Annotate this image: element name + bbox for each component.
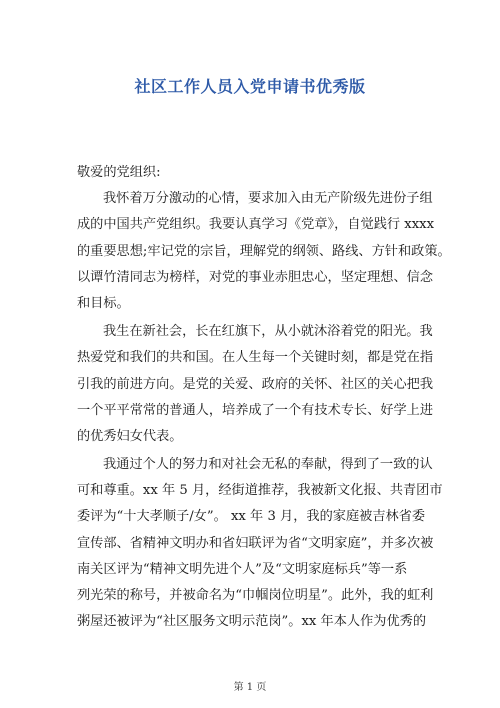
paragraph-line: 我生在新社会，长在红旗下，从小就沐浴着党的阳光。我	[103, 324, 433, 340]
paragraph-line: 我通过个人的努力和对社会无私的奉献，得到了一致的认	[103, 457, 433, 473]
paragraph-line: 宣传部、省精神文明办和省妇联评为省“文明家庭”，并多次被	[77, 535, 434, 551]
paragraph-line: 可和尊重。xx 年 5 月，经街道推荐，我被新文化报、共青团市	[77, 483, 443, 499]
paragraph-line: 粥屋还被评为“社区服务文明示范岗”。xx 年本人作为优秀的	[77, 614, 427, 630]
paragraph-line: 和目标。	[77, 295, 130, 311]
paragraph-line: 一个平平常常的普通人，培养成了一个有技术专长、好学上进	[77, 402, 434, 418]
paragraph-line: 的优秀妇女代表。	[77, 428, 183, 444]
paragraph-line: 以谭竹清同志为榜样，对党的事业赤胆忠心，坚定理想、信念	[77, 269, 434, 285]
paragraph-line: 列光荣的称号，并被命名为“巾帼岗位明星”。此外，我的虹利	[77, 588, 434, 603]
paragraph-3	[77, 452, 443, 635]
page-number: 第 1 页	[233, 682, 267, 693]
paragraph-line: 委评为“十大孝顺子/女”。 xx 年 3 月，我的家庭被吉林省委	[77, 509, 426, 525]
paragraph-line: 成的中国共产党组织。我要认真学习《党章》，自觉践行 xxxx	[77, 217, 435, 233]
paragraph-line: 的重要思想;牢记党的宗旨，理解党的纲领、路线、方针和政策。	[77, 243, 451, 259]
document-title: 社区工作人员入党申请书优秀版	[134, 77, 366, 96]
paragraph-line: 我怀着万分激动的心情，要求加入由无产阶级先进份子组	[103, 191, 433, 207]
document-body	[77, 160, 451, 635]
paragraph-line: 引我的前进方向。是党的关爱、政府的关怀、社区的关心把我	[77, 376, 434, 392]
paragraph-line: 南关区评为“精神文明先进个人”及“文明家庭标兵”等一系	[77, 561, 408, 577]
salutation: 敬爱的党组织:	[77, 165, 161, 180]
paragraph-line: 热爱党和我们的共和国。在人生每一个关键时刻，都是党在指	[77, 350, 434, 366]
paragraph-1	[77, 186, 451, 317]
paragraph-2	[77, 319, 434, 450]
